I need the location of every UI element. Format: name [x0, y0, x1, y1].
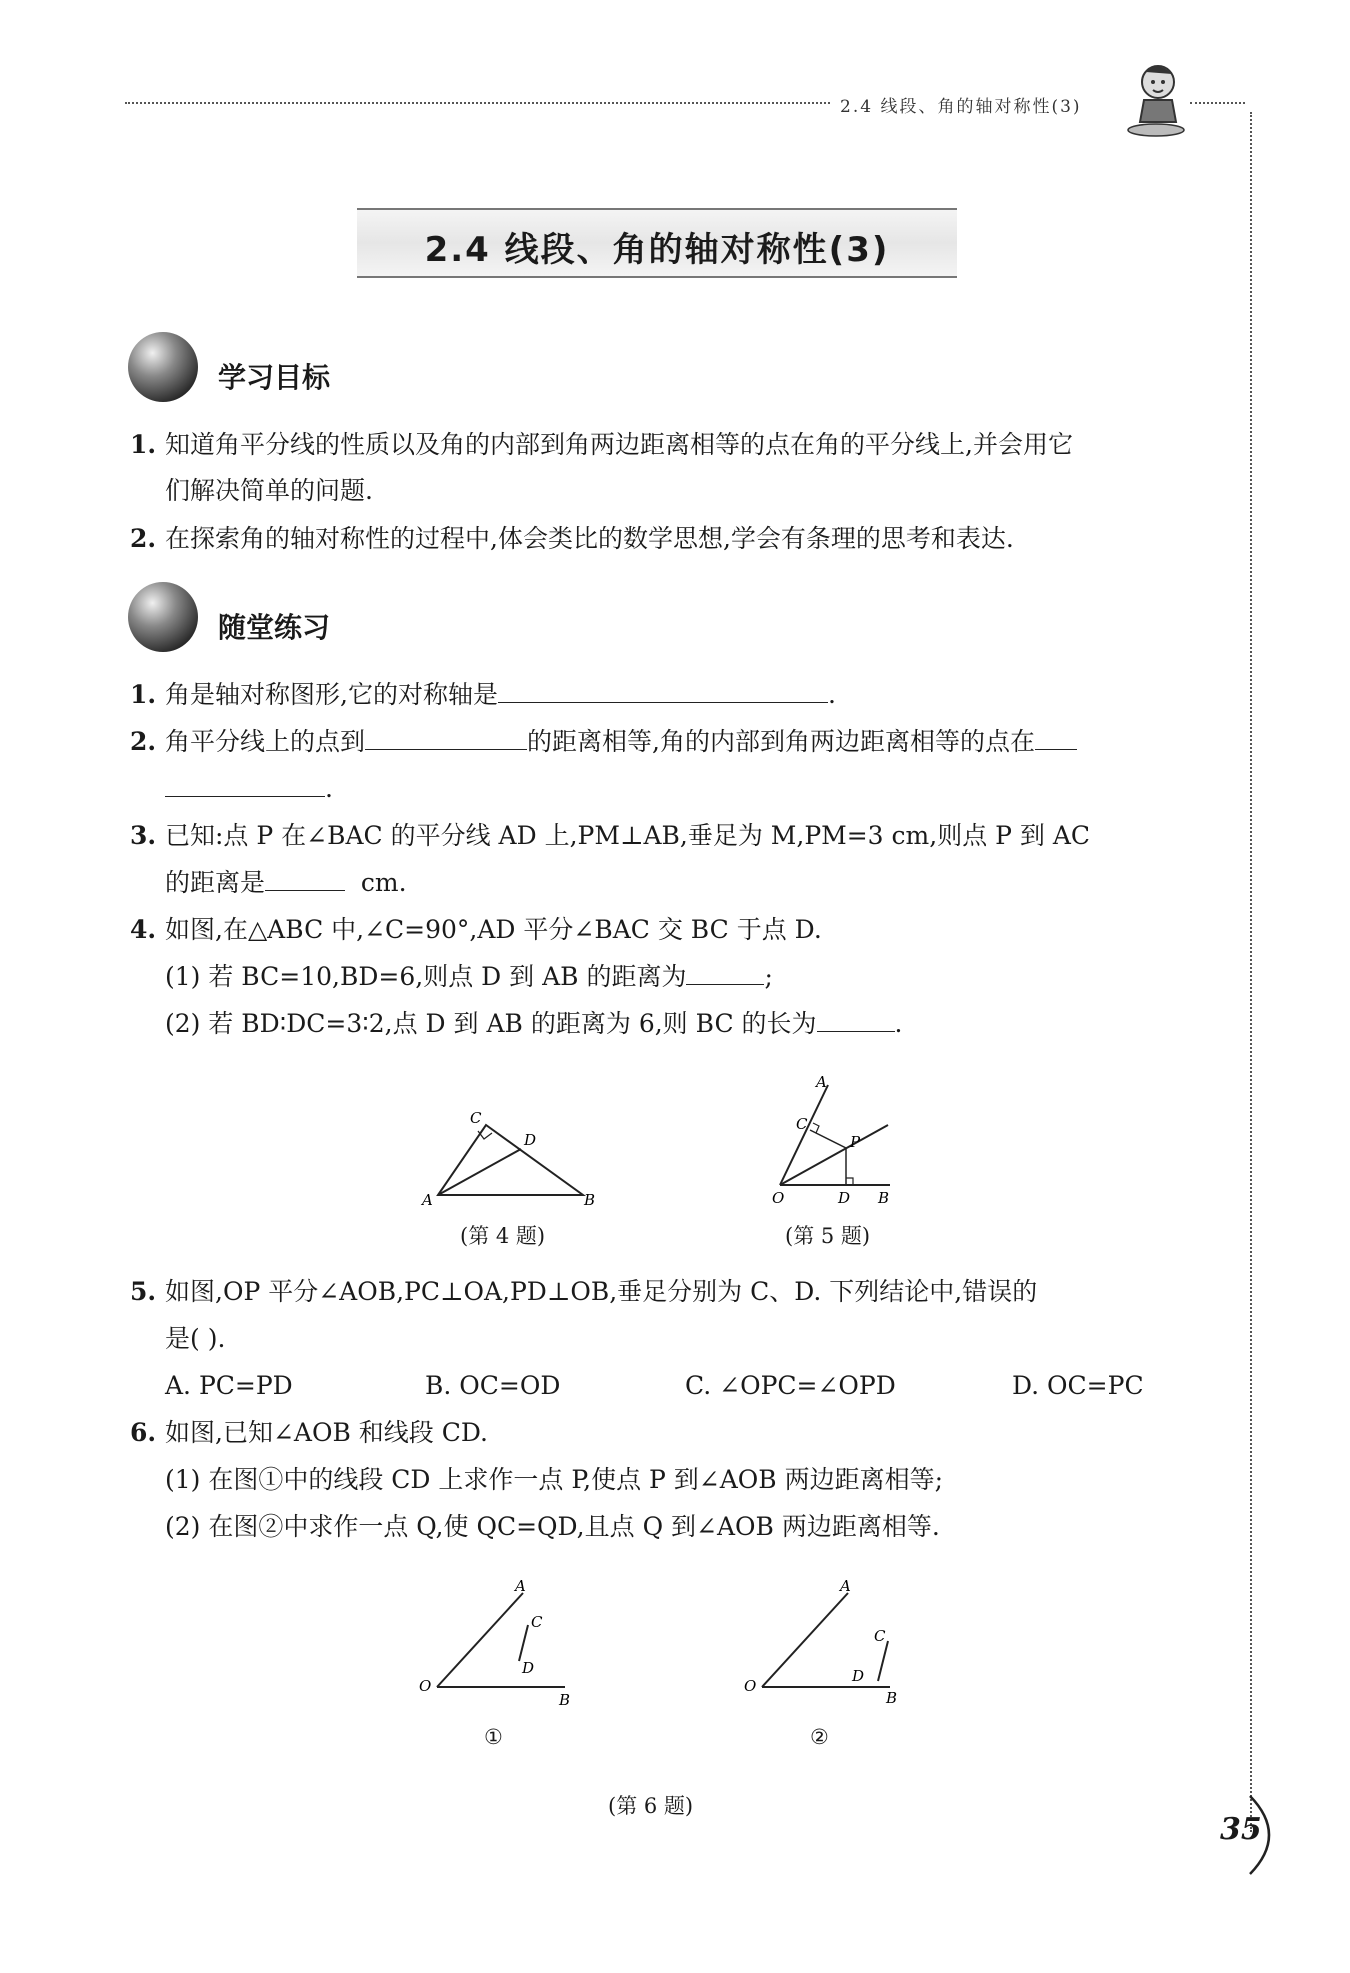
lesson-title: 2.4 线段、角的轴对称性(3): [424, 230, 890, 270]
answer-blank[interactable]: [686, 962, 764, 985]
label-P: P: [850, 1133, 861, 1151]
label-O: O: [772, 1189, 785, 1207]
question-1: [130, 678, 836, 712]
section-globe-icon: [128, 582, 198, 652]
question-5-cont: 是( ).: [165, 1324, 226, 1353]
question-text: 角是轴对称图形,它的对称轴是: [165, 680, 498, 709]
question-2-cont: [165, 772, 333, 806]
label-D: D: [524, 1131, 537, 1149]
section-title-practice: 随堂练习: [218, 611, 331, 644]
mascot-icon: [1120, 60, 1190, 140]
option-c[interactable]: C. ∠OPC=∠OPD: [685, 1371, 896, 1400]
page-number: 35: [1220, 1812, 1262, 1847]
question-end: .: [894, 1009, 903, 1038]
question-2: [130, 725, 1077, 759]
margin-dotted-rule: [1250, 112, 1252, 1832]
question-num: 5.: [130, 1277, 157, 1306]
figure-6-sub2: ②: [810, 1725, 829, 1749]
label-B: B: [584, 1191, 596, 1209]
option-b[interactable]: B. OC=OD: [425, 1371, 561, 1400]
question-text: (2) 若 BD∶DC=3∶2,点 D 到 AB 的距离为 6,则 BC 的长为: [165, 1009, 817, 1038]
label-C: C: [470, 1109, 482, 1127]
question-text: cm.: [360, 868, 407, 897]
label-A: A: [515, 1577, 526, 1595]
label-O: O: [419, 1677, 432, 1695]
figure-6-sub1: ①: [484, 1725, 503, 1749]
question-end: .: [827, 680, 836, 709]
label-C: C: [531, 1613, 543, 1631]
question-num: 1.: [130, 680, 157, 709]
question-4-sub2: [165, 1007, 902, 1041]
question-3-cont: [165, 866, 407, 900]
goal-item-1: [130, 428, 1073, 462]
figure-5-angle: [768, 1075, 908, 1210]
question-4: [130, 913, 822, 947]
answer-blank[interactable]: [1035, 727, 1077, 750]
label-B: B: [878, 1189, 890, 1207]
label-D: D: [852, 1667, 865, 1685]
label-B: B: [886, 1689, 898, 1707]
label-C: C: [796, 1115, 808, 1133]
question-6: [130, 1416, 488, 1450]
question-text: 的距离相等,角的内部到角两边距离相等的点在: [527, 727, 1035, 756]
running-header: 2.4 线段、角的轴对称性(3): [840, 97, 1082, 117]
label-A: A: [816, 1075, 827, 1091]
question-6-sub1: (1) 在图①中的线段 CD 上求作一点 P,使点 P 到∠AOB 两边距离相等;: [165, 1465, 944, 1494]
question-6-sub2: (2) 在图②中求作一点 Q,使 QC=QD,且点 Q 到∠AOB 两边距离相等.: [165, 1512, 940, 1541]
goal-num: 1.: [130, 430, 157, 459]
goal-item-2: [130, 522, 1014, 556]
question-text: 如图,已知∠AOB 和线段 CD.: [165, 1418, 488, 1447]
question-4-sub1: [165, 960, 773, 994]
question-num: 6.: [130, 1418, 157, 1447]
goal-text: 在探索角的轴对称性的过程中,体会类比的数学思想,学会有条理的思考和表达.: [165, 524, 1014, 553]
option-a[interactable]: A. PC=PD: [165, 1371, 293, 1400]
question-end: ;: [764, 962, 773, 991]
figure-4-triangle: [418, 1105, 598, 1210]
question-text: 如图,OP 平分∠AOB,PC⊥OA,PD⊥OB,垂足分别为 C、D. 下列结论中,错误的: [165, 1277, 1038, 1306]
question-text: 的距离是: [165, 868, 266, 897]
label-O: O: [744, 1677, 757, 1695]
figure-6-2: [740, 1575, 910, 1710]
question-5: [130, 1275, 1037, 1309]
question-text: (1) 若 BC=10,BD=6,则点 D 到 AB 的距离为: [165, 962, 687, 991]
answer-blank[interactable]: [498, 680, 828, 703]
label-D: D: [838, 1189, 851, 1207]
header-dotted-rule: [125, 102, 830, 104]
label-A: A: [422, 1191, 433, 1209]
option-d[interactable]: D. OC=PC: [1012, 1371, 1144, 1400]
question-3: [130, 819, 1090, 853]
question-num: 2.: [130, 727, 157, 756]
figure-6-1: [415, 1575, 585, 1710]
goal-text: 知道角平分线的性质以及角的内部到角两边距离相等的点在角的平分线上,并会用它: [165, 430, 1073, 459]
answer-blank[interactable]: [165, 774, 325, 797]
answer-blank[interactable]: [365, 727, 527, 750]
figure-6-caption: (第 6 题): [608, 1794, 694, 1818]
section-title-goals: 学习目标: [218, 361, 331, 394]
question-end: .: [325, 774, 333, 803]
label-C: C: [874, 1627, 886, 1645]
question-text: 角平分线上的点到: [165, 727, 366, 756]
question-num: 4.: [130, 915, 157, 944]
header-dotted-rule-right: [1190, 102, 1245, 104]
section-globe-icon: [128, 332, 198, 402]
question-text: 已知:点 P 在∠BAC 的平分线 AD 上,PM⊥AB,垂足为 M,PM=3 cm,则点 P 到 AC: [165, 821, 1091, 850]
goal-num: 2.: [130, 524, 157, 553]
answer-blank[interactable]: [265, 868, 345, 891]
goal-item-1-cont: 们解决简单的问题.: [165, 476, 373, 505]
lesson-title-box: [357, 208, 957, 278]
question-text: 如图,在△ABC 中,∠C=90°,AD 平分∠BAC 交 BC 于点 D.: [165, 915, 822, 944]
figure-5-caption: (第 5 题): [785, 1224, 871, 1248]
question-num: 3.: [130, 821, 157, 850]
label-A: A: [840, 1577, 851, 1595]
label-D: D: [522, 1659, 535, 1677]
figure-4-caption: (第 4 题): [460, 1224, 546, 1248]
answer-blank[interactable]: [817, 1009, 895, 1032]
label-B: B: [559, 1691, 571, 1709]
